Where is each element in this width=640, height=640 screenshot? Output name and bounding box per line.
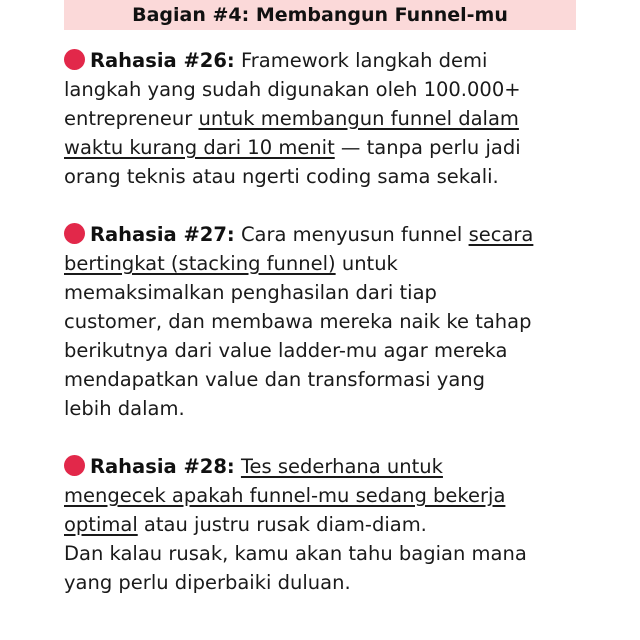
secret-27-line-2 <box>64 249 584 278</box>
secret-28-text: atau justru rusak diam-diam. <box>137 513 427 536</box>
secret-26-label: Rahasia #26: <box>90 49 235 72</box>
secret-28-underlined-text: mengecek apakah funnel-mu sedang bekerja <box>64 484 506 507</box>
secret-27-line-3: memaksimalkan penghasilan dari tiap <box>64 281 437 304</box>
secret-27-underlined-text: bertingkat (stacking funnel) <box>64 252 336 275</box>
secret-27-line-7: lebih dalam. <box>64 397 185 420</box>
secret-26-line-3 <box>64 104 584 133</box>
secret-27-text: untuk <box>335 252 398 275</box>
secret-28-line-2 <box>64 481 584 510</box>
secret-26-line-1 <box>64 46 584 75</box>
red-bullet-icon <box>64 49 85 70</box>
secret-27-text: Cara menyusun funnel <box>240 223 469 246</box>
secret-26-line-4 <box>64 133 584 162</box>
secret-28-line-5: yang perlu diperbaiki duluan. <box>64 571 351 594</box>
secret-26-line-5: orang teknis atau ngerti coding sama sekali. <box>64 165 499 188</box>
secret-26-underlined-text: waktu kurang dari 10 menit <box>64 136 335 159</box>
secret-27-line-1 <box>64 220 584 249</box>
red-bullet-icon <box>64 223 85 244</box>
secret-28 <box>64 452 584 597</box>
secret-26-underlined-text: untuk membangun funnel dalam <box>198 107 519 130</box>
section-header <box>64 0 576 30</box>
secret-28-line-3 <box>64 510 584 539</box>
secret-27-label: Rahasia #27: <box>90 223 235 246</box>
secret-28-line-1 <box>64 452 584 481</box>
section-title: Bagian #4: Membangun Funnel-mu <box>132 4 508 26</box>
secret-27-underlined-text: secara <box>468 223 534 246</box>
secret-27-line-6: mendapatkan value dan transformasi yang <box>64 368 486 391</box>
secret-28-line-4: Dan kalau rusak, kamu akan tahu bagian mana <box>64 542 527 565</box>
secret-28-underlined-text: Tes sederhana untuk <box>240 455 443 478</box>
secret-26-text: Framework langkah demi <box>240 49 488 72</box>
secret-26-text: entrepreneur <box>64 107 199 130</box>
secret-27 <box>64 220 584 423</box>
secret-27-line-4: customer, dan membawa mereka naik ke tahap <box>64 310 532 333</box>
secret-26-line-2: langkah yang sudah digunakan oleh 100.000+ <box>64 78 521 101</box>
secret-27-line-5: berikutnya dari value ladder-mu agar mereka <box>64 339 508 362</box>
secret-28-label: Rahasia #28: <box>90 455 235 478</box>
secret-26 <box>64 46 584 191</box>
red-bullet-icon <box>64 455 85 476</box>
secret-28-underlined-text: optimal <box>64 513 138 536</box>
secret-26-text: — tanpa perlu jadi <box>334 136 521 159</box>
